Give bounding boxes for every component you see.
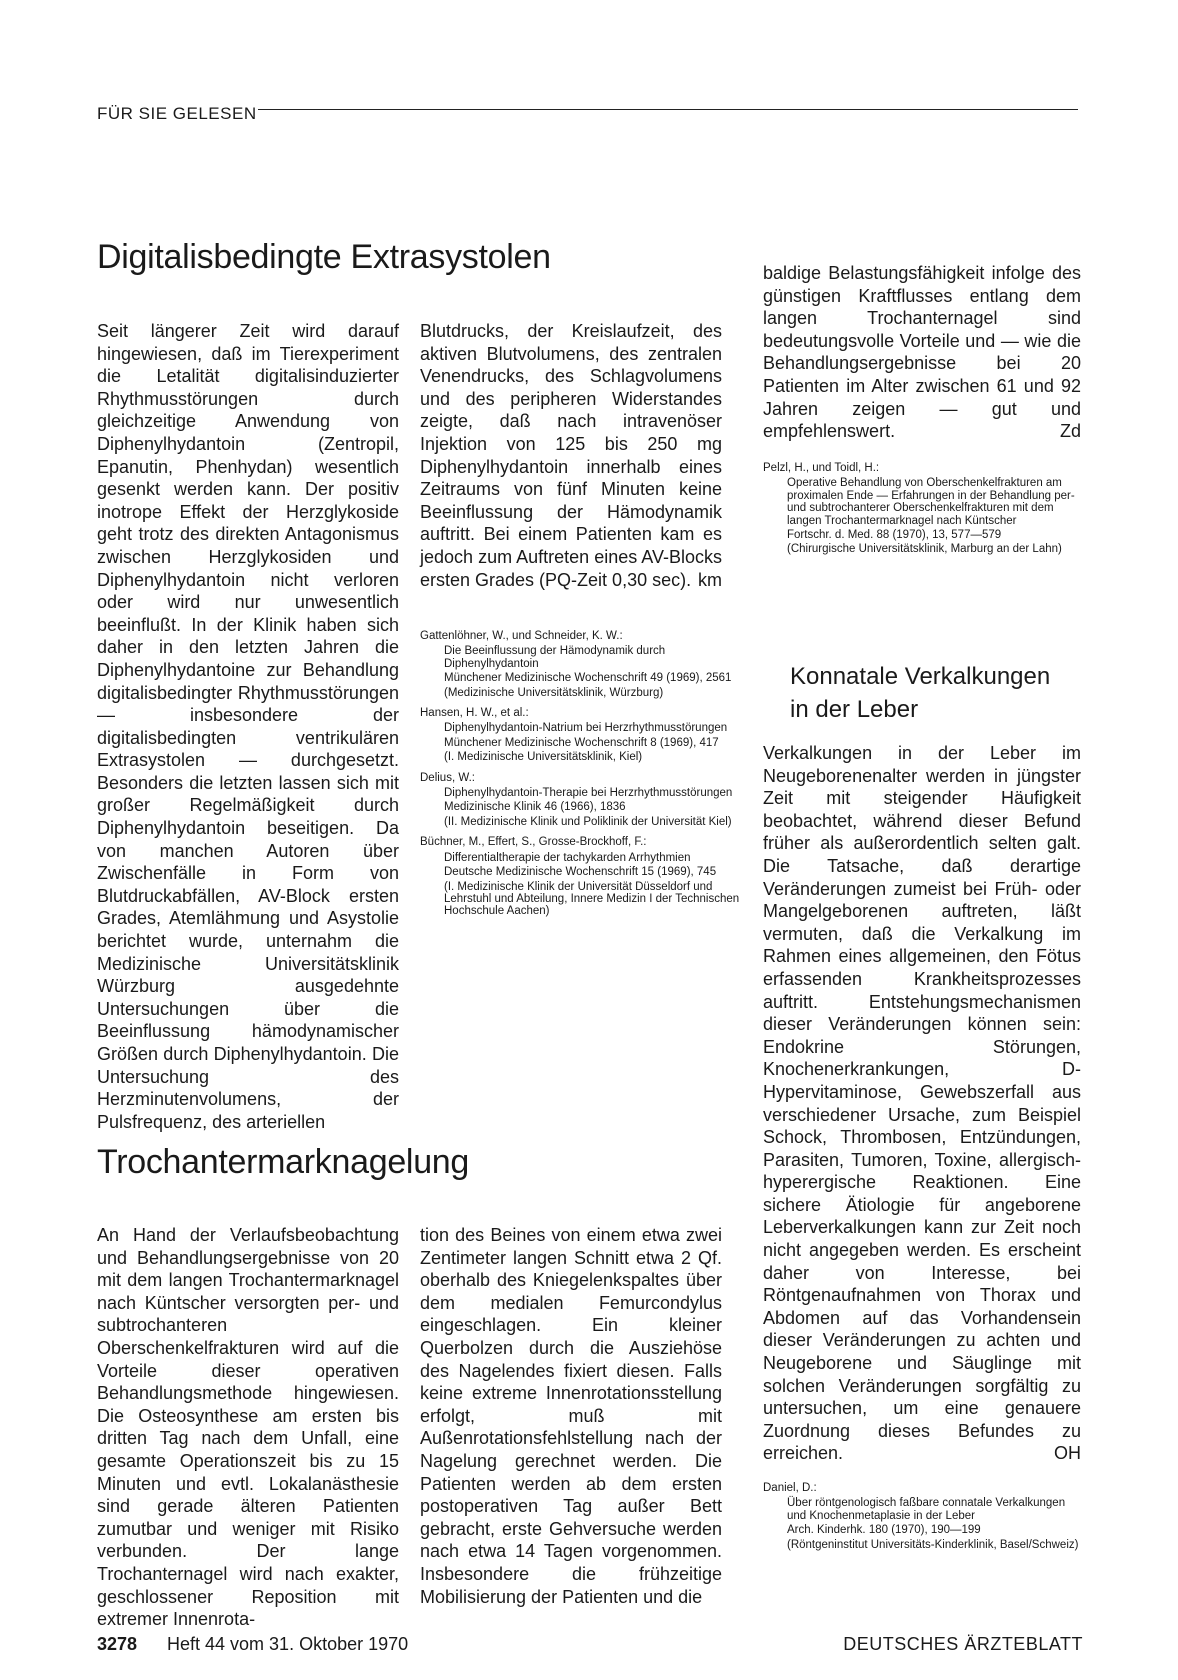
reference: [763, 462, 1081, 556]
reference-source: Deutsche Medizinische Wochenschrift 15 (1969), 745: [444, 866, 717, 879]
reference: [420, 630, 740, 699]
reference-institution: (I. Medizinische Universitätsklinik, Kiel): [444, 751, 643, 764]
reference-title: Diphenylhydantoin-Natrium bei Herzrhythmusstörungen: [444, 722, 728, 735]
journal-name: DEUTSCHES ÄRZTEBLATT: [843, 1634, 1083, 1654]
reference-author: Büchner, M., Effert, S., Grosse-Brockhoff, F.:: [420, 836, 647, 849]
article3-body: [763, 742, 1081, 1465]
reference: [420, 707, 740, 764]
article2-references: [763, 462, 1081, 564]
header-rule: [258, 109, 1078, 110]
section-label: FÜR SIE GELESEN: [97, 104, 257, 123]
article3-title-line2: in der Leber: [790, 696, 919, 723]
reference-source: Münchener Medizinische Wochenschrift 49 (1969), 2561: [444, 672, 732, 685]
article2-initials: Zd: [1059, 421, 1081, 442]
article1-col2-text: Blutdrucks, der Kreislaufzeit, des aktiven Blutvolumens, des zentralen Venendrucks, des Schlagvolumens und des peripheren Widerstandes zeigte, daß nach intravenöser Injektion von 125 bis 250 mg Diphenylhydantoin innerhalb eines Zeitraums von fünf Minuten keine Beeinflussung der Hämodynamik auftritt. Bei einem Patienten kam es jedoch zum Auftreten eines AV-Blocks ersten Grades (PQ-Zeit 0,30 sec).: [420, 321, 722, 590]
article3-title-line1: Konnatale Verkalkungen: [790, 663, 1051, 690]
reference-institution: (I. Medizinische Klinik der Universität Düsseldorf und Lehrstuhl und Abteilung, Innere Medizin I der Technischen Hochschule Aachen): [444, 880, 740, 918]
reference: [763, 1482, 1081, 1551]
article2-col2-text: tion des Beines von einem etwa zwei Zentimeter langen Schnitt etwa 2 Qf. oberhalb des Kniegelenkspaltes über dem medialen Femurcondylus eingeschlagen. Ein kleiner Querbolzen durch die Ausziehöse des Nagelendes fixiert diesen. Falls keine extreme Innenrotationsstellung erfolgt, muß mit Außenrotationsfehlstellung nach der Nagelung gerechnet werden. Die Patienten werden ab dem ersten postoperativen Tag außer Bett gebracht, erste Gehversuche werden nach etwa 14 Tagen vorgenommen. Insbesondere die frühzeitige Mobilisierung der Patienten und die: [420, 1225, 722, 1607]
reference-source: Arch. Kinderhk. 180 (1970), 190—199: [787, 1524, 981, 1537]
reference-title: Diphenylhydantoin-Therapie bei Herzrhythmusstörungen: [444, 787, 733, 800]
reference-source: Fortschr. d. Med. 88 (1970), 13, 577—579: [787, 529, 1002, 542]
article3-title: [790, 660, 1050, 726]
article1-col1: [97, 320, 399, 1133]
reference-source: Münchener Medizinische Wochenschrift 8 (1969), 417: [444, 736, 719, 749]
article1-initials: km: [698, 569, 722, 590]
page-number: 3278: [97, 1634, 138, 1654]
reference-author: Gattenlöhner, W., und Schneider, K. W.:: [420, 630, 623, 642]
article2-title: Trochantermarknagelung: [97, 1143, 470, 1181]
article2-col3: [763, 262, 1081, 443]
article3-body-text: Verkalkungen in der Leber im Neugeborenenalter werden in jüngster Zeit mit steigender Häufigkeit beobachtet, während dieser Befund früher als außerordentlich selten galt. Die Tatsache, daß derartige Veränderungen zumeist bei Früh- oder Mangelgeborenen auftreten, läßt vermuten, daß die Verkalkung im Rahmen eines allgemeinen, den Fötus erfassenden Krankheitsprozesses auftritt. Entstehungsmechanismen dieser Veränderungen können sein: Endokrine Störungen, Knochenerkrankungen, D-Hypervitaminose, Gewebszerfall aus verschiedener Ursache, zum Beispiel Schock, Thrombosen, Entzündungen, Parasiten, Tumoren, Toxine, allergisch-hyperergische Reaktionen. Eine sichere Ätiologie für angeborene Leberverkalkungen kann zur Zeit noch nicht angegeben werden. Es erscheint daher von Interesse, bei Röntgenaufnahmen von Thorax und Abdomen auf das Vorhandensein dieser Veränderungen zu achten und Neugeborene und Säuglinge mit solchen Veränderungen sorgfältig zu untersuchen, um eine genauere Zuordnung dieses Befundes zu erreichen.: [763, 743, 1081, 1464]
reference-title: Über röntgenologisch faßbare connatale Verkalkungen und Knochenmetaplasie in der Leber: [787, 1497, 1066, 1522]
reference: [420, 836, 740, 917]
reference-institution: (Medizinische Universitätsklinik, Würzburg): [444, 686, 664, 699]
reference-author: Delius, W.:: [420, 771, 475, 784]
article2-col1-text: An Hand der Verlaufsbeobachtung und Behandlungsergebnisse von 20 mit dem langen Trochantermarknagel nach Küntscher versorgten per- und subtrochanteren Oberschenkelfrakturen wird auf die Vorteile dieser operativen Behandlungsmethode hingewiesen. Die Osteosynthese am ersten bis dritten Tag nach dem Unfall, eine gesamte Operationszeit bis zu 15 Minuten und evtl. Lokalanästhesie sind gerade älteren Patienten zumutbar und weniger mit Risiko verbunden. Der lange Trochanternagel wird nach exakter, geschlossener Reposition mit extremer Innenrota-: [97, 1225, 399, 1630]
reference-institution: (Röntgeninstitut Universitäts-Kinderklinik, Basel/Schweiz): [787, 1538, 1079, 1551]
reference-institution: (II. Medizinische Klinik und Poliklinik der Universität Kiel): [444, 815, 732, 828]
article2-col3-text: baldige Belastungsfähigkeit infolge des günstigen Kraftflusses entlang dem langen Trochanternagel sind bedeutungsvolle Vorteile und — wie die Behandlungsergebnisse bei 20 Patienten im Alter zwischen 61 und 92 Jahren zeigen — gut und empfehlenswert.: [763, 263, 1081, 442]
reference: [420, 772, 740, 829]
article2-col1: [97, 1224, 399, 1631]
article3-references: [763, 1482, 1081, 1559]
reference-author: Hansen, H. W., et al.:: [420, 707, 529, 720]
reference-source: Medizinische Klinik 46 (1966), 1836: [444, 801, 626, 814]
article3-initials: OH: [1054, 1443, 1081, 1464]
reference-title: Die Beeinflussung der Hämodynamik durch Diphenylhydantoin: [444, 645, 666, 670]
issue-info: Heft 44 vom 31. Oktober 1970: [167, 1634, 409, 1654]
reference-title: Operative Behandlung von Oberschenkelfrakturen am proximalen Ende — Erfahrungen in der Behandlung per- und subtrochanterer Oberschenkelfrakturen mit dem langen Trochantermarknagel nach Küntscher: [787, 477, 1075, 527]
reference-author: Daniel, D.:: [763, 1482, 817, 1494]
article1-col1-text: Seit längerer Zeit wird darauf hingewiesen, daß im Tierexperiment die Letalität digitalisinduzierter Rhythmusstörungen durch gleichzeitige Anwendung von Diphenylhydantoin (Zentropil, Epanutin, Phenhydan) wesentlich gesenkt werden kann. Der positiv inotrope Effekt der Herzglykoside geht trotz des direkten Antagonismus zwischen Herzglykosiden und Diphenylhydantoin nicht verloren oder wird nur unwesentlich beeinflußt. In der Klinik haben sich daher in den letzten Jahren die Diphenylhydantoine zur Behandlung digitalisbedingter Rhythmusstörungen — insbesondere der digitalisbedingten ventrikulären Extrasystolen — durchgesetzt. Besonders die letzten lassen sich mit großer Regelmäßigkeit durch Diphenylhydantoin beseitigen. Da von manchen Autoren über Zwischenfälle in Form von Blutdruckabfällen, AV-Block ersten Grades, Atemlähmung und Asystolie berichtet wurde, unternahm die Medizinische Universitätsklinik Würzburg ausgedehnte Untersuchungen über die Beeinflussung hämodynamischer Größen durch Diphenylhydantoin. Die Untersuchung des Herzminutenvolumens, der Pulsfrequenz, des arteriellen: [97, 321, 399, 1132]
article2-col2: [420, 1224, 722, 1608]
reference-title: Differentialtherapie der tachykarden Arrhythmien: [444, 851, 691, 864]
reference-institution: (Chirurgische Universitätsklinik, Marburg an der Lahn): [787, 543, 1062, 556]
reference-author: Pelzl, H., und Toidl, H.:: [763, 462, 880, 474]
article1-references: [420, 630, 740, 926]
article1-title: Digitalisbedingte Extrasystolen: [97, 238, 551, 276]
article1-col2: [420, 320, 722, 591]
